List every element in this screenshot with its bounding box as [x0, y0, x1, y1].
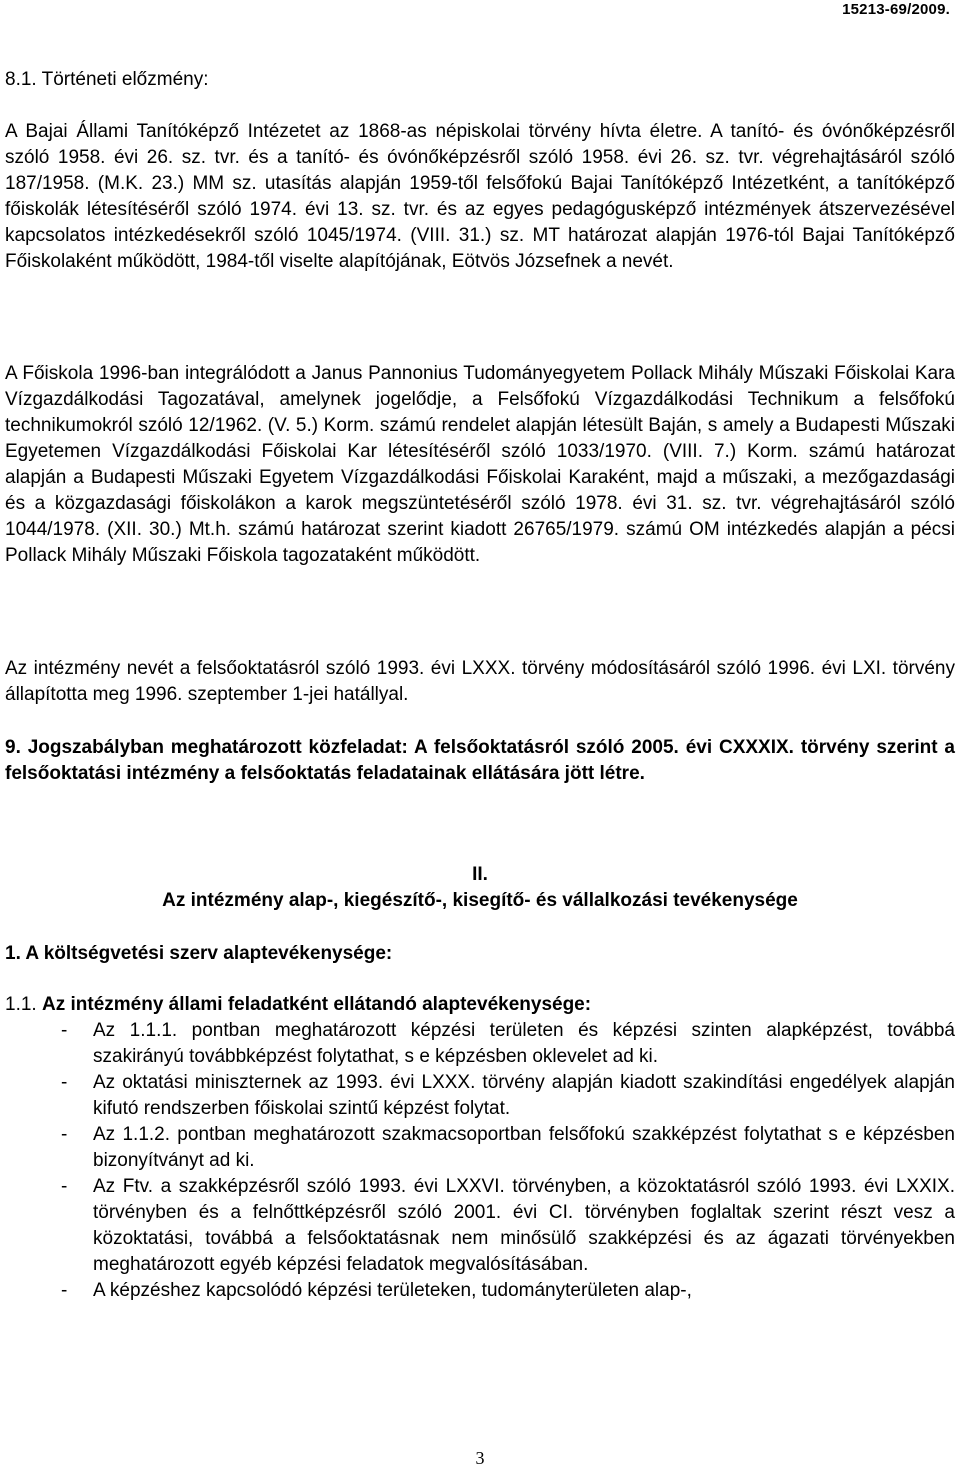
list-item-text: Az Ftv. a szakképzésről szóló 1993. évi LXXVI. törvényben, a közoktatásról szóló 1993. évi LXXIX. törvényben és a felnőttképzésről szóló 2001. évi CI. törvényben foglaltak szerint részt vesz a közoktatási, továbbá a felsőoktatásnak nem minősülő szakképzési és az ágazati törvényekben meghatározott egyéb képzési feladatok megvalósításában. [93, 1176, 955, 1275]
part-ii-numeral: II. [472, 864, 488, 885]
list-item [5, 1070, 955, 1122]
list-item-text: Az 1.1.1. pontban meghatározott képzési területen és képzési szinten alapképzést, továbbá szakirányú továbbképzést folytathat, s e képzésben oklevelet ad ki. [93, 1020, 955, 1067]
subsection-1-1-number: 1.1. [5, 994, 37, 1015]
list-dash: - [61, 1072, 68, 1093]
list-item [5, 1018, 955, 1070]
list-item-text: Az oktatási miniszternek az 1993. évi LXXX. törvény alapján kiadott szakindítási engedélyek alapján kifutó rendszerben főiskolai szintű képzést folytat. [93, 1072, 955, 1119]
history-paragraph-3: Az intézmény nevét a felsőoktatásról szóló 1993. évi LXXX. törvény módosításáról szóló 1996. évi LXI. törvény állapította meg 1996. szeptember 1-jei hatállyal. [5, 658, 955, 705]
subsection-1-1-title: Az intézmény állami feladatként ellátandó alaptevékenysége: [41, 994, 592, 1015]
list-dash: - [61, 1280, 68, 1301]
list-item [5, 1278, 955, 1304]
section-9-paragraph: 9. Jogszabályban meghatározott közfeladat: A felsőoktatásról szóló 2005. évi CXXXIX. törvény szerint a felsőoktatási intézmény a felsőoktatás feladatainak ellátására jött létre. [5, 737, 955, 784]
history-paragraph-1: A Bajai Állami Tanítóképző Intézetet az 1868-as népiskolai törvény hívta életre. A tanító- és óvónőképzésről szóló 1958. évi 26. sz. tvr. és a tanító- és óvónőképzésről szóló 1958. évi 26. sz. tvr. végrehajtásáról szóló 187/1958. (M.K. 23.) MM sz. utasítás alapján 1959-től felsőfokú Bajai Tanítóképző Intézetként, a tanítóképző főiskolák létesítéséről szóló 1974. évi 13. sz. tvr. és az egyes pedagógusképző intézmények átszervezésével kapcsolatos intézkedésekről szóló 1045/1974. (VIII. 31.) sz. MT határozat alapján 1976-tól Bajai Tanítóképző Főiskolaként működött, 1984-től viselte alapítójának, Eötvös Józsefnek a nevét. [5, 121, 955, 272]
page-number: 3 [475, 1448, 485, 1468]
document-number: 15213-69/2009. [842, 1, 950, 18]
list-dash: - [61, 1176, 68, 1197]
list-item-text: Az 1.1.2. pontban meghatározott szakmacsoportban felsőfokú szakképzést folytathat s e képzésben bizonyítványt ad ki. [93, 1124, 955, 1171]
list-item-text: A képzéshez kapcsolódó képzési területeken, tudományterületen alap-, [93, 1280, 692, 1301]
core-activities-list [5, 1018, 955, 1304]
section-heading-8-1: 8.1. Történeti előzmény: [5, 69, 209, 90]
list-item [5, 1122, 955, 1174]
list-item [5, 1174, 955, 1278]
section-1-heading: 1. A költségvetési szerv alaptevékenysége: [5, 943, 393, 964]
list-dash: - [61, 1020, 68, 1041]
history-paragraph-2: A Főiskola 1996-ban integrálódott a Janus Pannonius Tudományegyetem Pollack Mihály Műszaki Főiskolai Kara Vízgazdálkodási Tagozatával, amelynek jogelődje, a Felsőfokú Vízgazdálkodási Technikum a felsőfokú technikumokról szóló 12/1962. (V. 5.) Korm. számú rendelet alapján létesült Baján, s amely a Budapesti Műszaki Egyetemen Vízgazdálkodási Főiskolai Kar létesítéséről szóló 1033/1970. (VIII. 7.) Korm. számú határozat alapján a Budapesti Műszaki Egyetem Vízgazdálkodási Főiskolai Karaként, majd a műszaki, a mezőgazdasági és a közgazdasági főiskolákon a karok megszüntetéséről szóló 1978. évi 31. sz. tvr. végrehajtásáról szóló 1044/1978. (XII. 30.) Mt.h. számú határozat szerint kiadott 26765/1979. számú OM intézkedés alapján a pécsi Pollack Mihály Műszaki Főiskola tagozataként működött. [5, 363, 955, 566]
subsection-1-1-heading [5, 992, 955, 1018]
part-ii-title: Az intézmény alap-, kiegészítő-, kisegítő- és vállalkozási tevékenysége [162, 890, 798, 911]
list-dash: - [61, 1124, 68, 1145]
